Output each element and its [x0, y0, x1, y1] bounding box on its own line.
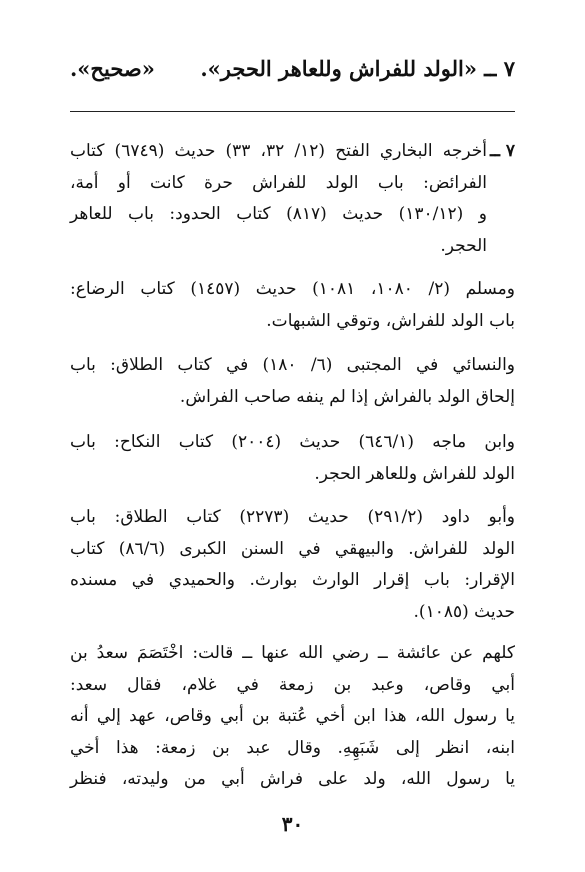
paragraph-line: ابنه، انظر إلى شَبَهِهِ. وقال عبد بن زمعة: هذا أخي [70, 737, 515, 758]
hadith-number: ٧ ــ [484, 56, 515, 81]
paragraph-line: باب الولد للفراش، وتوقي الشبهات. [266, 310, 515, 331]
separator-rule [70, 111, 515, 112]
footnote-block [70, 136, 515, 262]
page-number: ٣٠ [281, 812, 304, 836]
paragraph-line: الولد للفراش وللعاهر الحجر. [314, 463, 515, 484]
paragraph-line: حديث (١٠٨٥). [413, 601, 515, 622]
paragraph-line: الإقرار: باب إقرار الوارث بوارث. والحميدي في مسنده [70, 570, 515, 590]
footnote-line: الفرائض: باب الولد للفراش حرة كانت أو أمة، [70, 172, 487, 193]
paragraph-line: أبي وقاص، وعبد بن زمعة في غلام، فقال سعد: [70, 674, 515, 695]
footnote-line: أخرجه البخاري الفتح (١٢/ ٣٢، ٣٣) حديث (٦٧٤٩) كتاب [70, 141, 488, 161]
paragraph-line: الولد للفراش. والبيهقي في السنن الكبرى (٨٦/٦) كتاب [70, 538, 515, 559]
paragraph-line: كلهم عن عائشة ــ رضي الله عنها ــ قالت: اخْتَصَمَ سعدُ بن [70, 643, 515, 663]
paragraph-nasai [70, 350, 515, 413]
paragraph-line: ومسلم (٢/ ١٠٨٠، ١٠٨١) حديث (١٤٥٧) كتاب الرضاع: [70, 279, 515, 299]
paragraph-line: يا رسول الله، ولد على فراش أبي من وليدته، فنظر [70, 769, 515, 789]
paragraph-line: والنسائي في المجتبى (٦/ ١٨٠) في كتاب الطلاق: باب [70, 355, 516, 375]
paragraph-ibn-majah [70, 427, 515, 490]
paragraph-muslim [70, 274, 515, 337]
paragraph-abu-dawud [70, 502, 515, 628]
footnote-number: ٧ ــ [489, 141, 515, 161]
paragraph-line: وابن ماجه (٦٤٦/١) حديث (٢٠٠٤) كتاب النكاح: باب [70, 432, 515, 452]
paragraph-line: وأبو داود (٢٩١/٢) حديث (٢٢٧٣) كتاب الطلاق: باب [70, 507, 515, 527]
hadith-grade: «صحيح». [70, 56, 155, 81]
footnote-line: الحجر. [440, 235, 487, 256]
paragraph-line: إلحاق الولد بالفراش إذا لم ينفه صاحب الفراش. [179, 386, 515, 407]
paragraph-hadith-text [70, 638, 515, 796]
paragraph-line: يا رسول الله، هذا ابن أخي عُتبة بن أبي وقاص، عهد إلي أنه [70, 706, 515, 726]
hadith-title: «الولد للفراش وللعاهر الحجر». [200, 56, 477, 81]
footnote-line: و (١٣٠/١٢) حديث (٨١٧) كتاب الحدود: باب للعاهر [70, 204, 487, 224]
hadith-header [70, 52, 515, 92]
